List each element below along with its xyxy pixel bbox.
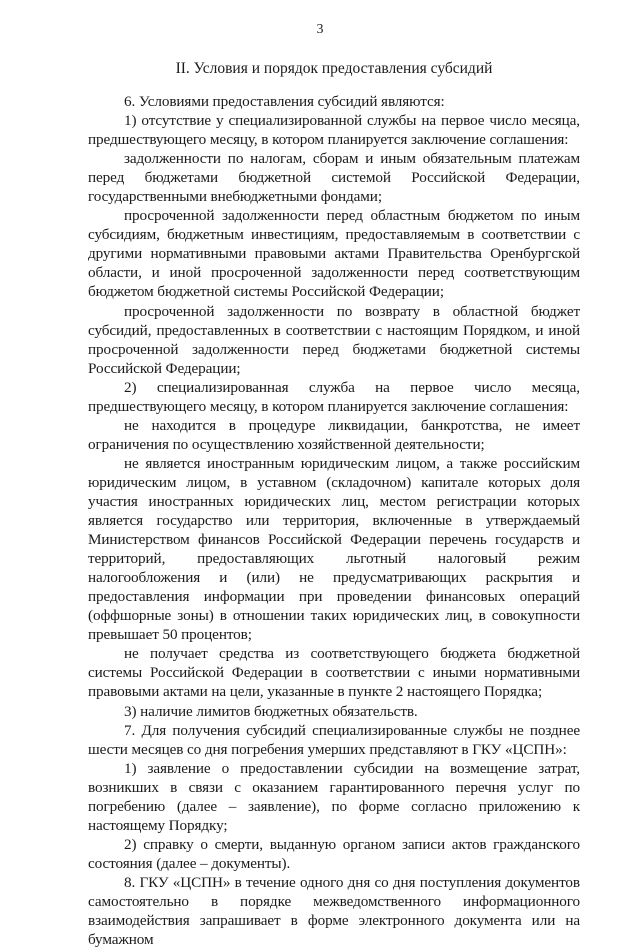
paragraph: 1) заявление о предоставлении субсидии на возмещение затрат, возникших в связи с оказанием гарантированного перечня услуг по погребению (далее – заявление), по форме согласно приложению к настоящему Порядку; [88, 759, 580, 834]
paragraph: не находится в процедуре ликвидации, банкротства, не имеет ограничения по осуществлению хозяйственной деятельности; [88, 416, 580, 453]
paragraph: 3) наличие лимитов бюджетных обязательств. [124, 702, 418, 720]
paragraph: 7. Для получения субсидий специализированные службы не позднее шести месяцев со дня погребения умерших представляют в ГКУ «ЦСПН»: [88, 721, 580, 758]
page-number: 3 [316, 22, 324, 37]
paragraph: не получает средства из соответствующего бюджета бюджетной системы Российской Федерации в соответствии с иными нормативными правовыми актами на цели, указанные в пункте 2 настоящего Порядка; [88, 645, 580, 701]
section-title: II. Условия и порядок предоставления субсидий [175, 60, 493, 77]
paragraph: не является иностранным юридическим лицом, а также российским юридическим лицом, в уставном (складочном) капитале которых доля участия иностранных юридических лиц, местом регистрации которых является государство или территория, включенные в утверждаемый Министерством финансов Российской Федерации перечень государств и территорий, предоставляющих льготный налоговый режим налогообложения и (или) не предусматривающих раскрытия и предоставления информации при проведении финансовых операций (оффшорные зоны) в отношении таких юридических лиц, в совокупности превышает 50 процентов; [88, 454, 580, 644]
paragraph: просроченной задолженности перед областным бюджетом по иным субсидиям, бюджетным инвестициям, предоставляемым в соответствии с другими нормативными правовыми актами Правительства Оренбургской области, и иной просроченной задолженности перед соответствующим бюджетом бюджетной системы Российской Федерации; [88, 207, 580, 301]
paragraph: 1) отсутствие у специализированной службы на первое число месяца, предшествующего месяцу, в котором планируется заключение соглашения: [88, 112, 580, 149]
paragraph: 2) справку о смерти, выданную органом записи актов гражданского состояния (далее – документы). [88, 835, 580, 872]
paragraph: задолженности по налогам, сборам и иным обязательным платежам перед бюджетами бюджетной системой Российской Федерации, государственными внебюджетными фондами; [88, 150, 580, 206]
paragraph: просроченной задолженности по возврату в областной бюджет субсидий, предоставленных в соответствии с настоящим Порядком, и иной просроченной задолженности перед бюджетами бюджетной системы Российской Федерации; [88, 302, 580, 377]
paragraph: 2) специализированная служба на первое число месяца, предшествующего месяцу, в котором планируется заключение соглашения: [88, 378, 580, 415]
document-body [88, 92, 580, 949]
paragraph: 6. Условиями предоставления субсидий являются: [124, 93, 445, 110]
paragraph: 8. ГКУ «ЦСПН» в течение одного дня со дня поступления документов самостоятельно в порядке межведомственного информационного взаимодействия запрашивает в форме электронного документа или на бумажном [88, 873, 580, 949]
